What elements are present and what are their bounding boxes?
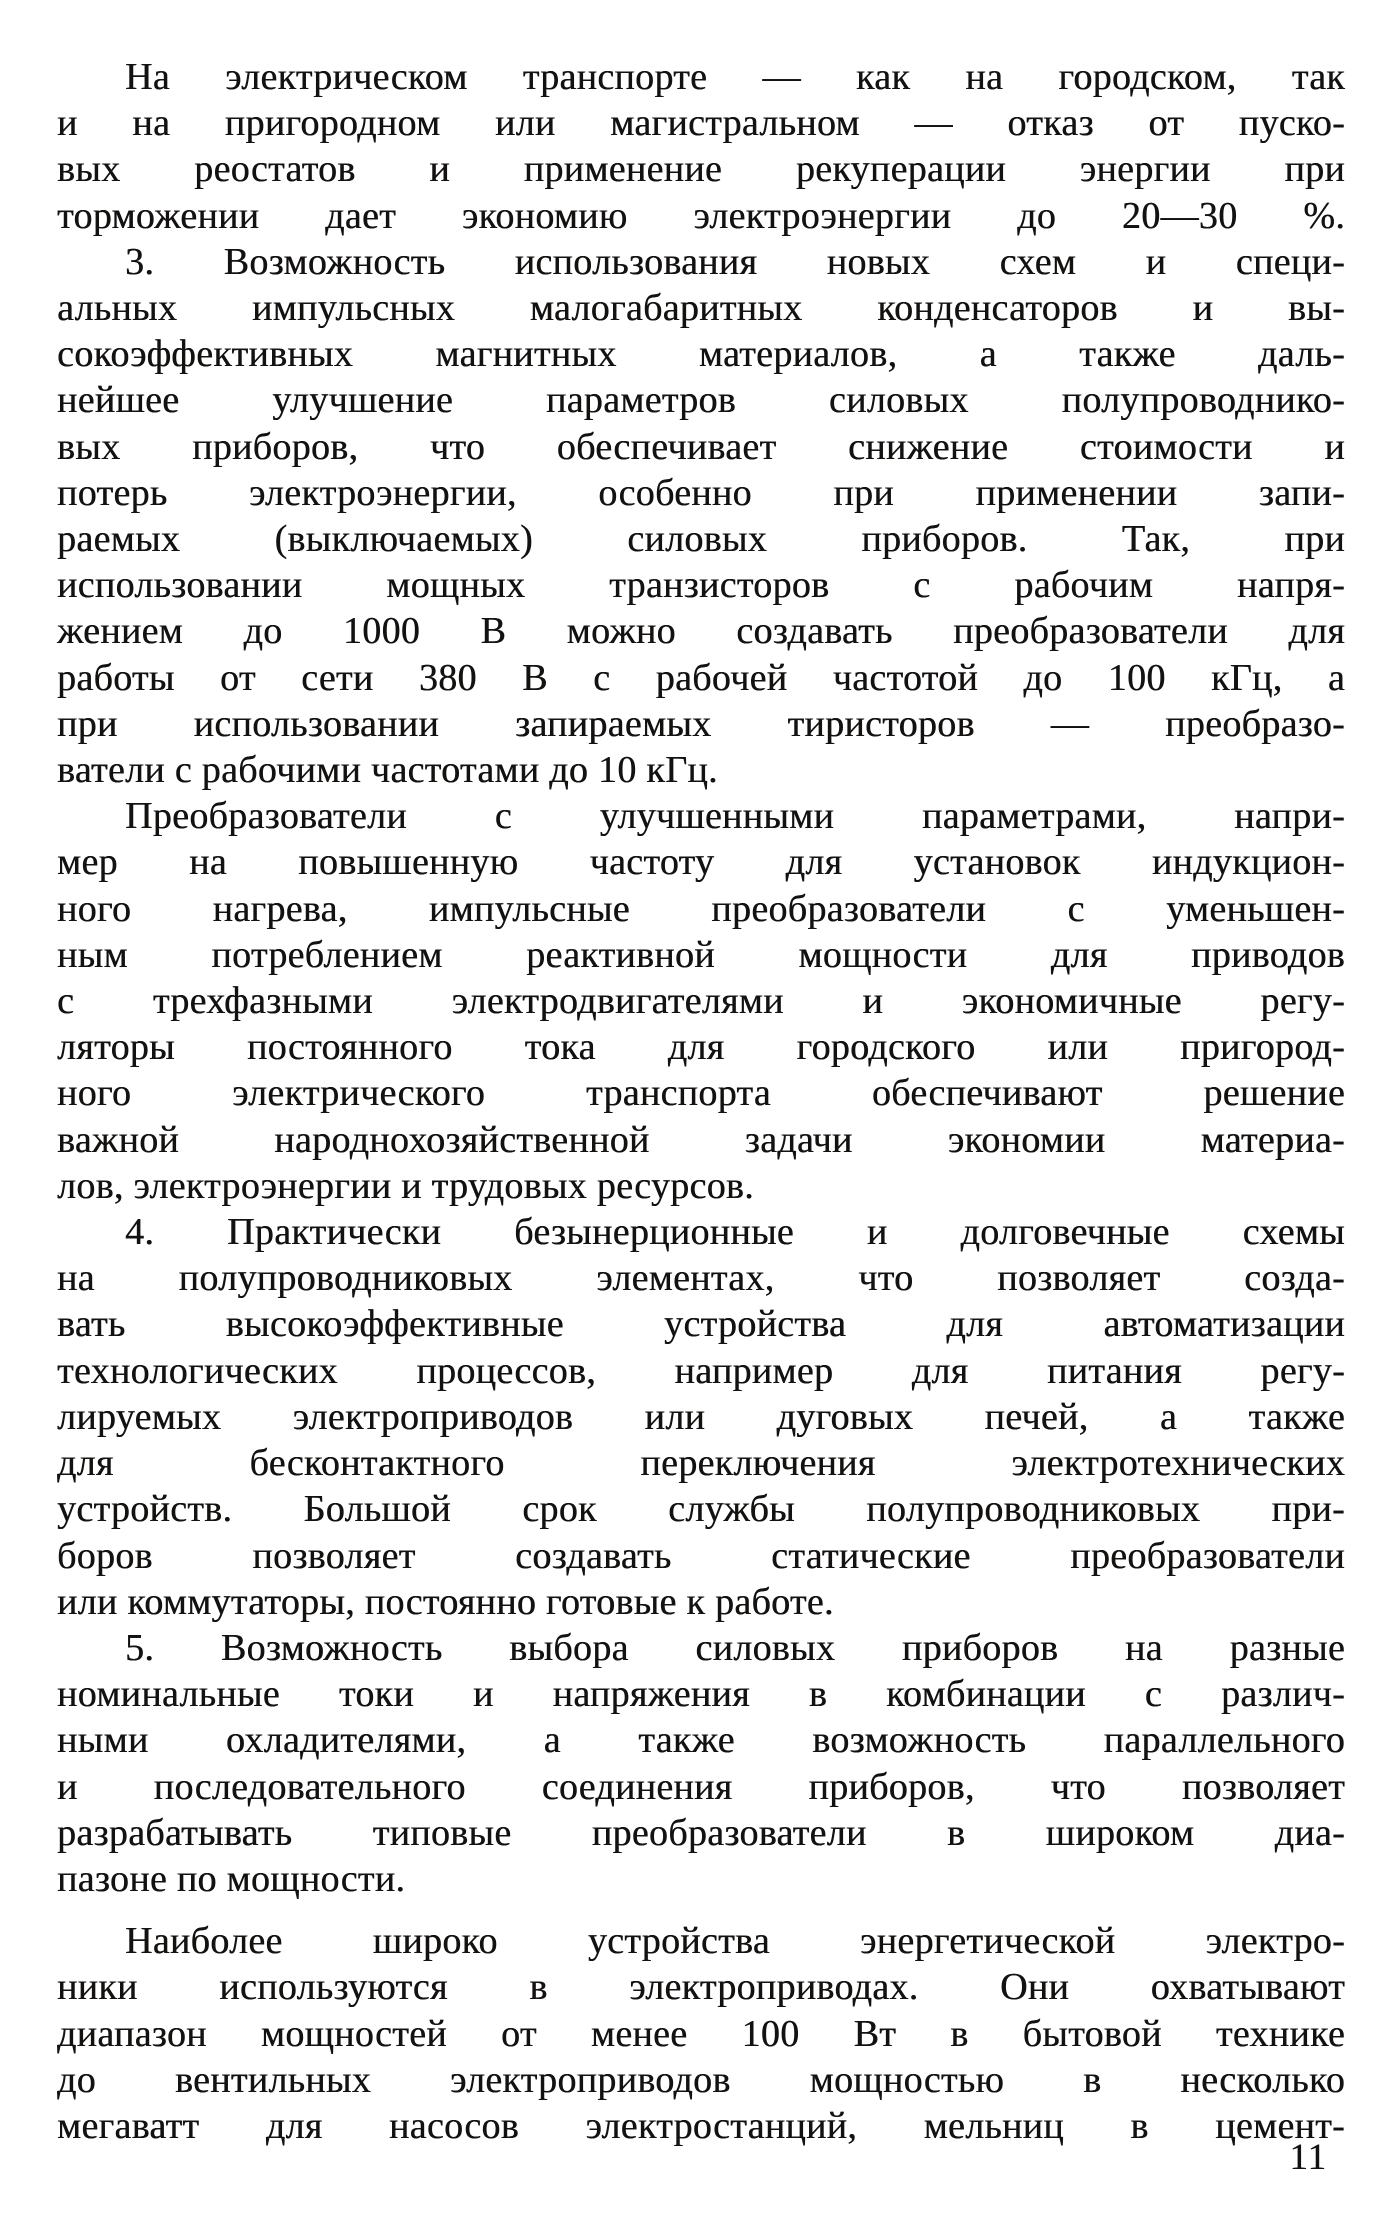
text-line: нейшее улучшение параметров силовых полупроводнико- xyxy=(57,379,1345,422)
text-line: на полупроводниковых элементах, что позволяет созда- xyxy=(57,1257,1345,1300)
text-line: вать высокоэффективные устройства для автоматизации xyxy=(57,1303,1345,1346)
text-line: ного нагрева, импульсные преобразователи с уменьшен- xyxy=(57,887,1345,930)
text-line: при использовании запираемых тиристоров — преобразо- xyxy=(57,702,1345,745)
text-line: альных импульсных малогабаритных конденсаторов и вы- xyxy=(57,287,1345,330)
text-line: Преобразователи с улучшенными параметрами, напри- xyxy=(125,795,1345,838)
text-line: пазоне по мощности. xyxy=(57,1857,406,1900)
page-number: 11 xyxy=(1289,2137,1327,2178)
text-line: лируемых электроприводов или дуговых печей, а также xyxy=(57,1395,1345,1438)
text-line: ники используются в электроприводах. Они охватывают xyxy=(57,1966,1345,2009)
text-line: раемых (выключаемых) силовых приборов. Так, при xyxy=(57,518,1345,561)
text-line: для бесконтактного переключения электротехнических xyxy=(57,1442,1345,1485)
text-line: разрабатывать типовые преобразователи в широком диа- xyxy=(57,1811,1345,1854)
text-line: ным потреблением реактивной мощности для приводов xyxy=(57,933,1345,976)
paragraph-item-3 xyxy=(57,239,1345,793)
text-line: с трехфазными электродвигателями и экономичные регу- xyxy=(57,980,1345,1023)
text-line: или коммутаторы, постоянно готовые к работе. xyxy=(57,1580,834,1623)
text-line: работы от сети 380 В с рабочей частотой до 100 кГц, а xyxy=(57,656,1345,699)
text-line: жением до 1000 В можно создавать преобразователи для xyxy=(57,610,1345,653)
text-line: диапазон мощностей от менее 100 Вт в бытовой технике xyxy=(57,2012,1345,2055)
text-line: мегаватт для насосов электростанций, мельниц в цемент- xyxy=(57,2104,1345,2147)
paragraph-applications xyxy=(57,1918,1345,2149)
text-line: важной народнохозяйственной задачи экономии материа- xyxy=(57,1118,1345,1161)
text-line: Наиболее широко устройства энергетической электро- xyxy=(125,1920,1345,1963)
text-line: и на пригородном или магистральном — отказ от пуско- xyxy=(57,102,1345,145)
text-line: ными охладителями, а также возможность параллельного xyxy=(57,1719,1345,1762)
text-line: ляторы постоянного тока для городского или пригород- xyxy=(57,1026,1345,1069)
text-line: до вентильных электроприводов мощностью в несколько xyxy=(57,2058,1345,2101)
text-line: мер на повышенную частоту для установок индукцион- xyxy=(57,841,1345,884)
text-line: ватели с рабочими частотами до 10 кГц. xyxy=(57,749,718,792)
text-line: 5. Возможность выбора силовых приборов на разные xyxy=(125,1626,1345,1669)
text-line: сокоэффективных магнитных материалов, а также даль- xyxy=(57,333,1345,376)
text-line: 4. Практически безынерционные и долговечные схемы xyxy=(125,1211,1345,1254)
text-line: номинальные токи и напряжения в комбинации с различ- xyxy=(57,1673,1345,1716)
paragraph-intro xyxy=(57,54,1345,239)
text-line: На электрическом транспорте — как на городском, так xyxy=(125,56,1345,98)
paragraph-converters xyxy=(57,793,1345,1209)
paragraph-item-5 xyxy=(57,1625,1345,1902)
text-line: 3. Возможность использования новых схем и специ- xyxy=(125,240,1345,283)
text-line: потерь электроэнергии, особенно при применении запи- xyxy=(57,471,1345,514)
text-line: ного электрического транспорта обеспечивают решение xyxy=(57,1072,1345,1115)
text-line: и последовательного соединения приборов, что позволяет xyxy=(57,1765,1345,1808)
text-line: вых реостатов и применение рекуперации энергии при xyxy=(57,148,1345,191)
text-line: торможении дает экономию электроэнергии до 20—30 %. xyxy=(57,194,1345,237)
text-line: вых приборов, что обеспечивает снижение стоимости и xyxy=(57,425,1345,468)
text-line: боров позволяет создавать статические преобразователи xyxy=(57,1534,1345,1577)
text-line: технологических процессов, например для питания регу- xyxy=(57,1349,1345,1392)
text-line: использовании мощных транзисторов с рабочим напря- xyxy=(57,564,1345,607)
text-block xyxy=(57,54,1345,2149)
text-line: лов, электроэнергии и трудовых ресурсов. xyxy=(57,1164,754,1207)
text-line: устройств. Большой срок службы полупроводниковых при- xyxy=(57,1488,1345,1531)
paragraph-item-4 xyxy=(57,1209,1345,1625)
